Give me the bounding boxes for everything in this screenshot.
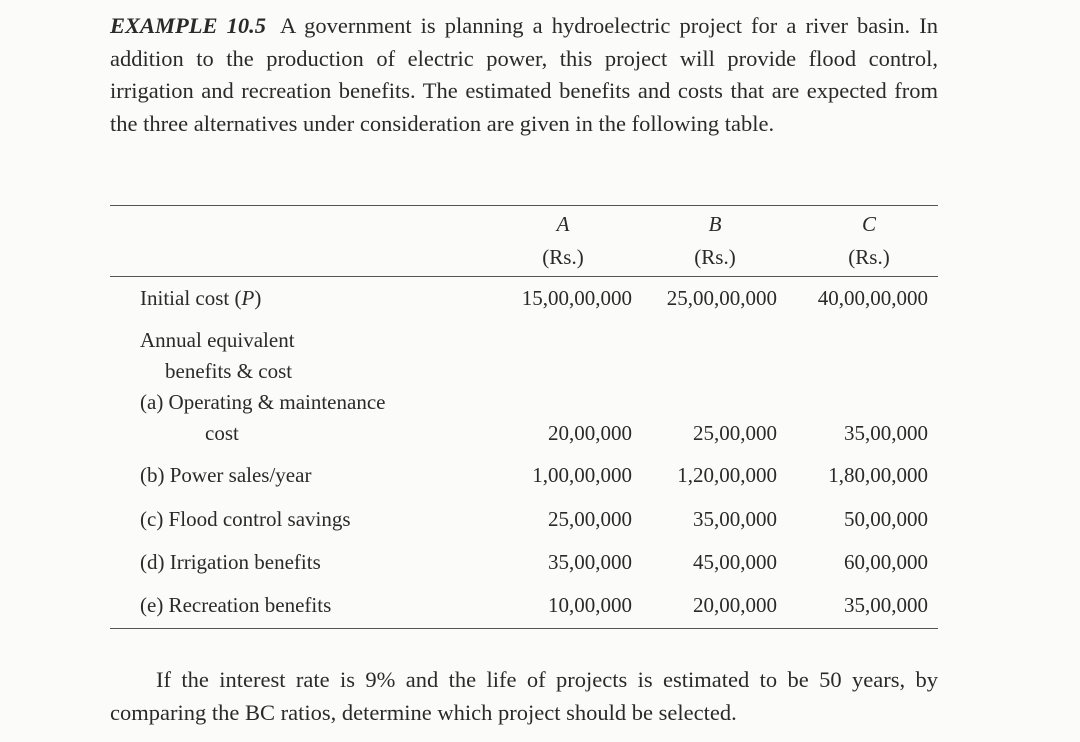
row-label-operating: (a) Operating & maintenance [140,390,386,414]
cell-power-sales-b: 1,20,00,000 [677,463,777,487]
annual-header-line2: benefits & cost [165,359,293,383]
closing-question: If the interest rate is 9% and the life of projects is estimated to be 50 years, by comparing the BC ratios, determine which project should be selected. [110,667,938,725]
cell-operating-b: 25,00,000 [693,421,777,445]
initial-cost-label: Initial cost [140,286,230,310]
example-label: EXAMPLE 10.5 [110,13,266,38]
cell-initial-cost-c: 40,00,00,000 [817,286,928,310]
row-label-irrigation: (d) Irrigation benefits [140,550,321,574]
cell-flood-control-a: 25,00,000 [548,507,632,531]
column-unit: (Rs.) [694,245,736,269]
column-letter: C [861,212,876,236]
column-letter: A [556,212,570,236]
row-label-recreation: (e) Recreation benefits [140,593,332,617]
cell-operating-c: 35,00,000 [844,421,928,445]
cell-flood-control-b: 35,00,000 [693,507,777,531]
column-unit: (Rs.) [542,245,584,269]
example-text: A government is planning a hydroelectric project for a river basin. In addition to the production of electric power, this project will provide flood control, irrigation and recreation benefits. The estimated benefits and costs that are expected from the three alternatives under consideration are given in the following table. [110,13,938,136]
example-intro [110,10,938,140]
annual-header-line1: Annual equivalent [140,328,295,352]
cell-irrigation-a: 35,00,000 [548,550,632,574]
cell-recreation-b: 20,00,000 [693,593,777,617]
cell-recreation-c: 35,00,000 [844,593,928,617]
cell-irrigation-c: 60,00,000 [844,550,928,574]
row-label-power-sales: (b) Power sales/year [140,463,312,487]
cell-power-sales-c: 1,80,00,000 [828,463,928,487]
row-label-flood-control: (c) Flood control savings [140,507,351,531]
cell-initial-cost-a: 15,00,00,000 [521,286,632,310]
cell-operating-a: 20,00,000 [548,421,632,445]
initial-cost-symbol: P [241,286,255,310]
column-letter: B [708,212,722,236]
table-bottom-rule [110,628,938,629]
table-header-rule [110,276,938,277]
cell-initial-cost-b: 25,00,00,000 [666,286,777,310]
table-top-rule [110,205,938,206]
cell-flood-control-c: 50,00,000 [844,507,928,531]
row-label-operating-cont: cost [205,421,239,445]
cell-irrigation-b: 45,00,000 [693,550,777,574]
column-unit: (Rs.) [848,245,890,269]
cell-power-sales-a: 1,00,00,000 [532,463,632,487]
row-label-initial-cost: Initial cost (P) [140,286,262,310]
cell-recreation-a: 10,00,000 [548,593,632,617]
